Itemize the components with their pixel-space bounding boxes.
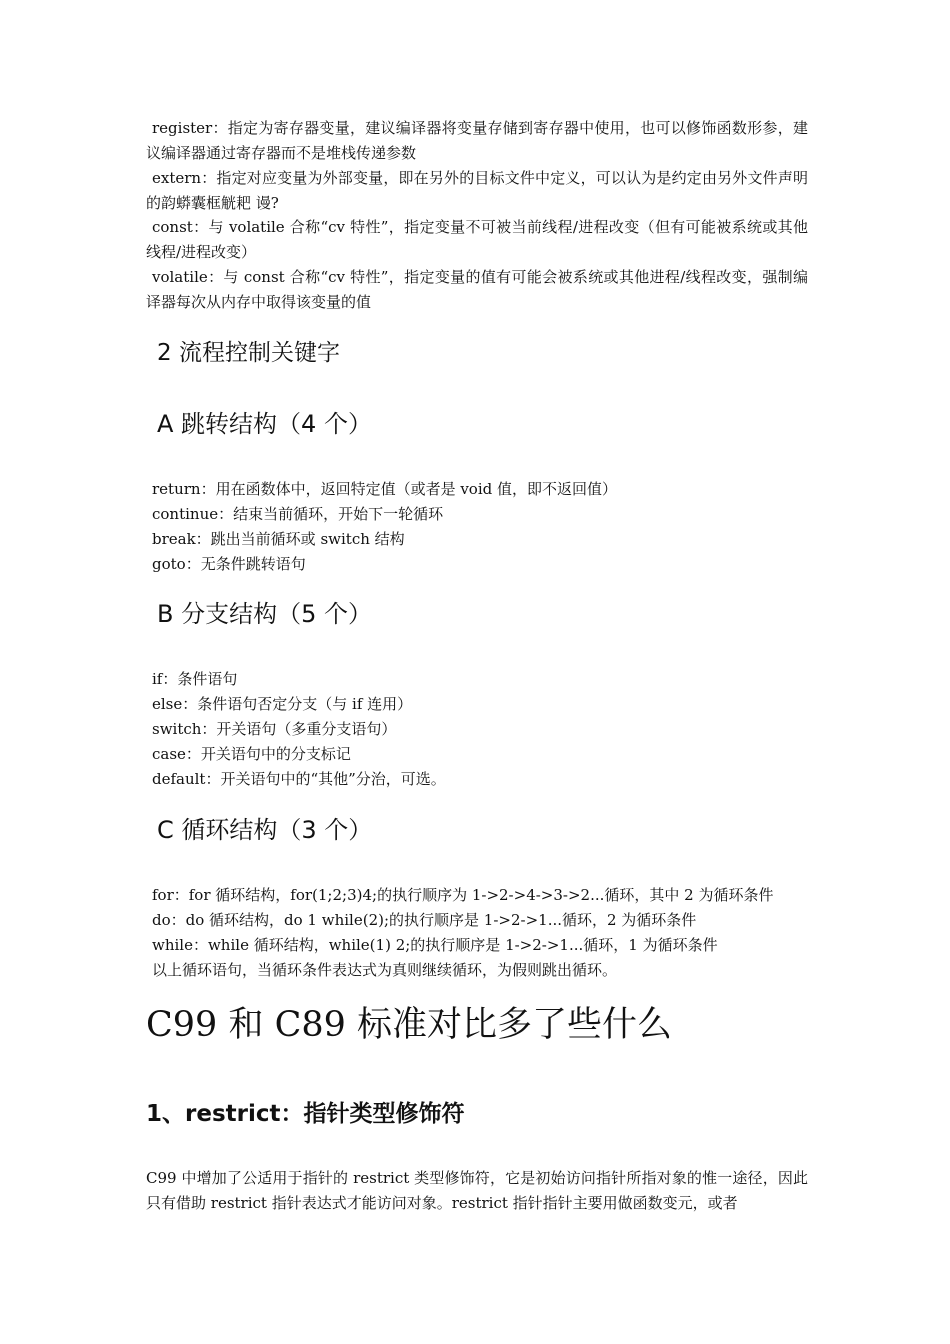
list-item: if：条件语句 — [152, 670, 238, 688]
heading-jump-structure: A 跳转结构（4 个） — [157, 410, 372, 438]
list-item: else：条件语句否定分支（与 if 连用） — [152, 695, 413, 713]
heading-loop-structure: C 循环结构（3 个） — [157, 816, 373, 844]
section-title-flow-control: 2 流程控制关键字 — [157, 340, 340, 366]
list-item: return：用在函数体中，返回特定值（或者是 void 值，即不返回值） — [152, 480, 618, 498]
list-item: for：for 循环结构，for(1;2;3)4;的执行顺序为 1->2->4->3->2...循环，其中 2 为循环条件 — [152, 886, 774, 904]
heading-branch-structure: B 分支结构（5 个） — [157, 600, 372, 628]
paragraph-volatile: volatile：与 const 合称“cv 特性”，指定变量的值有可能会被系统或其他进程/线程改变，强制编译器每次从内存中取得该变量的值 — [146, 268, 808, 311]
paragraph-register: register：指定为寄存器变量，建议编译器将变量存储到寄存器中使用，也可以修饰函数形参，建议编译器通过寄存器而不是堆栈传递参数 — [146, 119, 808, 162]
list-item: while：while 循环结构，while(1) 2;的执行顺序是 1->2->1...循环，1 为循环条件 — [152, 936, 718, 954]
list-item: case：开关语句中的分支标记 — [152, 745, 351, 763]
paragraph-const: const：与 volatile 合称“cv 特性”，指定变量不可被当前线程/进程改变（但有可能被系统或其他线程/进程改变） — [146, 218, 808, 261]
heading-restrict: 1、restrict：指针类型修饰符 — [146, 1101, 465, 1127]
list-item: do：do 循环结构，do 1 while(2);的执行顺序是 1->2->1...循环，2 为循环条件 — [152, 911, 697, 929]
paragraph-extern: extern：指定对应变量为外部变量，即在另外的目标文件中定义，可以认为是约定由另外文件声明的韵蟒囊框觥耙 谩? — [146, 169, 808, 212]
list-item: 以上循环语句，当循环条件表达式为真则继续循环，为假则跳出循环。 — [152, 961, 618, 979]
list-item: break：跳出当前循环或 switch 结构 — [152, 530, 405, 548]
page-title-c99-vs-c89: C99 和 C89 标准对比多了些什么 — [146, 1005, 673, 1045]
list-item: default：开关语句中的“其他”分治，可选。 — [152, 770, 446, 788]
list-item: goto：无条件跳转语句 — [152, 555, 306, 573]
list-item: continue：结束当前循环，开始下一轮循环 — [152, 505, 444, 523]
paragraph-restrict: C99 中增加了公适用于指针的 restrict 类型修饰符，它是初始访问指针所指对象的惟一途径，因此只有借助 restrict 指针表达式才能访问对象。restrict 指针指针主要用做函数变元，或者 — [146, 1169, 808, 1212]
list-item: switch：开关语句（多重分支语句） — [152, 720, 397, 738]
